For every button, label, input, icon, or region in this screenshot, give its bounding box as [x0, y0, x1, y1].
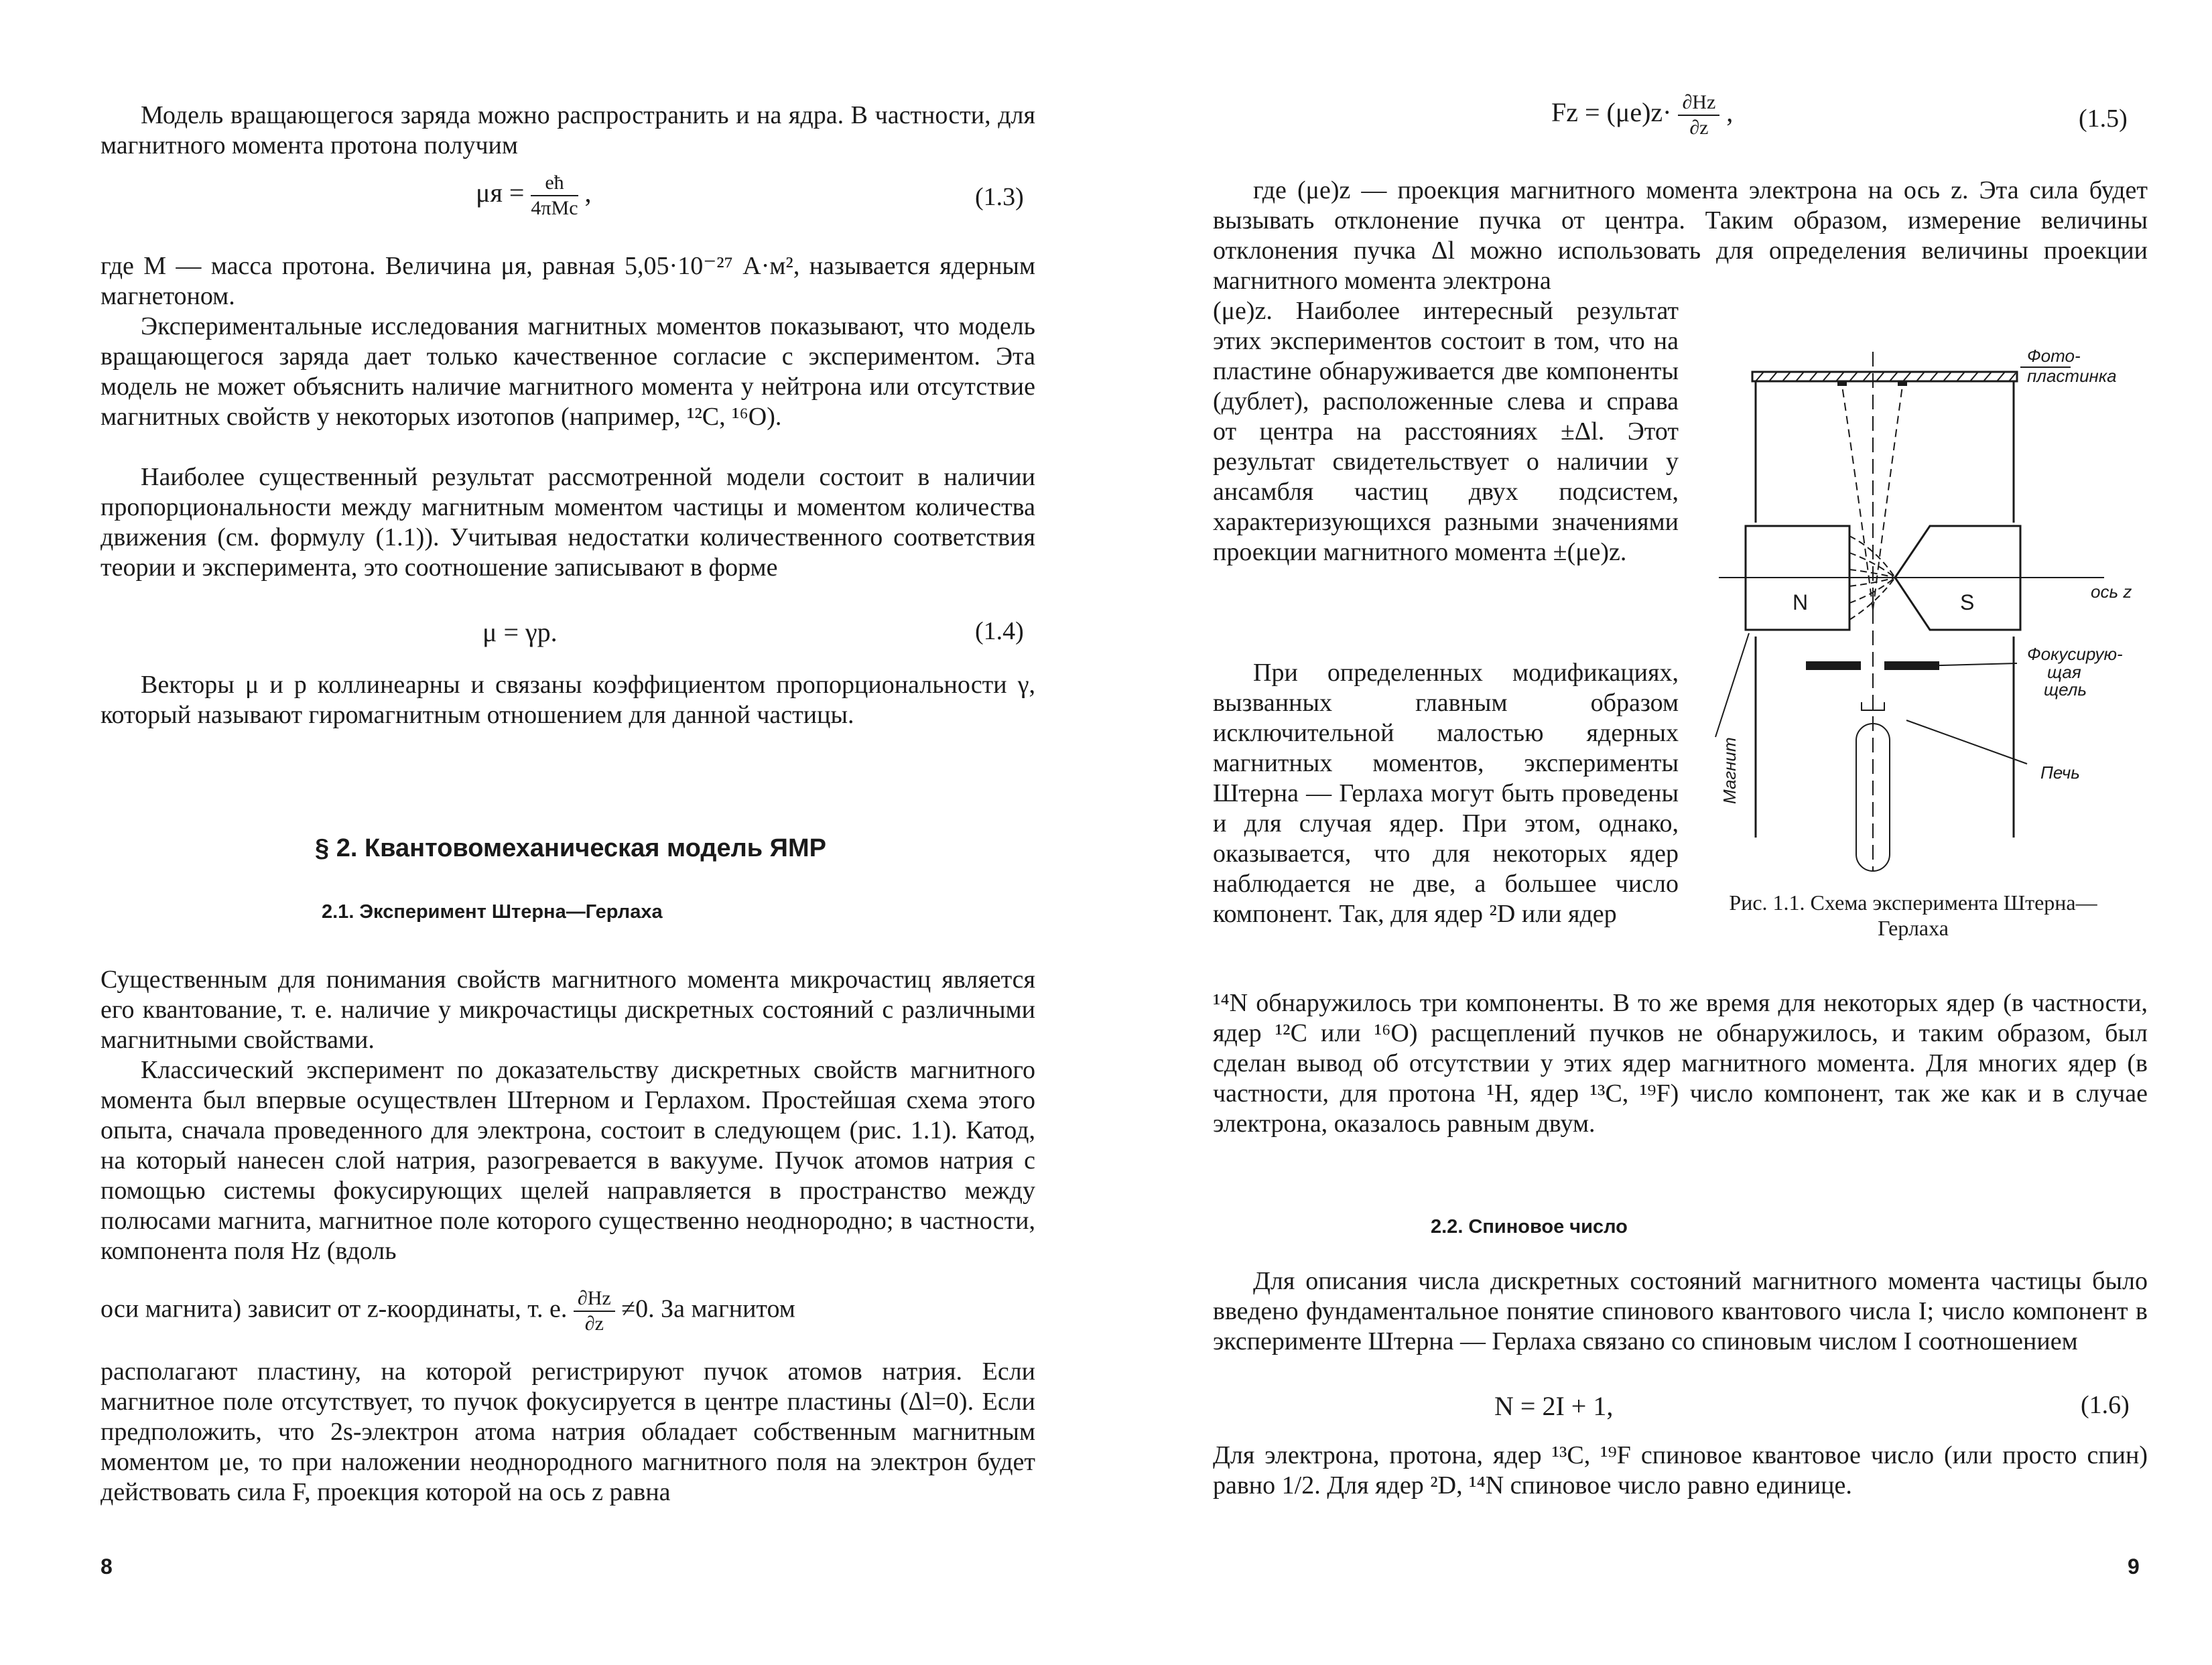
equation-tail: ,	[584, 178, 592, 208]
fraction-denominator: ∂z	[584, 1313, 604, 1335]
paragraph: Экспериментальные исследования магнитных моментов показывают, что модель вращающегося заряда дает только качественное согласие с экспериментом. Эта модель не может объяснить наличие магнитного момента у нейтрона или отсутствие магнитных свойств у некоторых изотопов (например, ¹²C, ¹⁶O).	[101, 312, 1035, 431]
fraction-numerator: ∂Hz	[1678, 90, 1719, 116]
equation-tail: ,	[1726, 97, 1734, 128]
fraction	[1678, 90, 1719, 140]
paragraph: располагают пластину, на которой регистрируют пучок атомов натрия. Если магнитное поле отсутствует, то пучок фокусируется в центре пластины (Δl=0). Если предположить, что 2s-электрон атома натрия обладает собственным магнитным моментом μe, то при наложении неоднородного магнитного поля на электрон будет действовать сила F, проекция которой на ось z равна	[101, 1357, 1035, 1506]
equation-1-3	[476, 171, 592, 220]
paragraph: Существенным для понимания свойств магнитного момента микрочастиц является его квантование, т. е. наличие у микрочастицы дискретных состояний с различными магнитными свойствами.	[101, 965, 1035, 1054]
subsection-title: 2.1. Эксперимент Штерна—Герлаха	[322, 901, 663, 923]
paragraph-line-with-fraction	[101, 1286, 1035, 1336]
oven-leader	[1906, 720, 2027, 764]
beam-spot-left	[1837, 381, 1847, 386]
paragraph: Для описания числа дискретных состояний магнитного момента частицы было введено фундаментальное понятие спинового квантового числа I; число компонент в эксперименте Штерна — Герлаха связано со спиновым числом I соотношением	[1213, 1267, 2148, 1355]
plate-label: пластинка	[2027, 366, 2117, 386]
equation-number: (1.4)	[975, 617, 1024, 645]
paragraph: Для электрона, протона, ядер ¹³C, ¹⁹F спиновое квантовое число (или просто спин) равно 1/2. Для ядер ²D, ¹⁴N спиновое число равно единице.	[1213, 1441, 2148, 1500]
equation-lhs: Fz = (μe)z·	[1551, 97, 1672, 128]
equation-lhs: μя =	[476, 178, 531, 208]
plate-hatching	[1756, 372, 2016, 381]
page-number: 8	[101, 1554, 113, 1579]
paragraph: где M — масса протона. Величина μя, равная 5,05·10⁻²⁷ А·м², называется ядерным магнетоном.	[101, 252, 1035, 310]
z-axis-label: ось z	[2091, 582, 2132, 602]
text-fragment: ≠0. За магнитом	[621, 1294, 795, 1323]
equation-1-6: N = 2I + 1,	[1494, 1391, 1614, 1421]
paragraph: (μe)z. Наиболее интересный результат этих экспериментов состоит в том, что на пластине обнаруживается две компоненты (дублет), расположенные слева и справа от центра на расстояниях ±Δl. Этот результат свидетельствует о наличии у ансамбля частиц двух подсистем, характеризующихся разными значениями проекции магнитного момента ±(μe)z.	[1213, 297, 1679, 566]
figure-caption: Рис. 1.1. Схема эксперимента Штерна—Герлаха	[1729, 890, 2097, 940]
subsection-title: 2.2. Спиновое число	[1431, 1216, 1628, 1238]
paragraph: Модель вращающегося заряда можно распространить и на ядра. В частности, для магнитного момента протона получим	[101, 101, 1035, 159]
fraction-numerator: eħ	[531, 171, 578, 196]
magnet-leader	[1715, 633, 1749, 737]
paragraph: где (μe)z — проекция магнитного момента электрона на ось z. Эта сила будет вызывать отклонение пучка от центра. Таким образом, измерение величины отклонения пучка Δl можно использовать для определения величины проекции магнитного момента электрона	[1213, 176, 2148, 295]
pole-n-label: N	[1793, 590, 1809, 614]
paragraph: ¹⁴N обнаружилось три компоненты. В то же время для некоторых ядер (в частности, ядер ¹²C или ¹⁶O) расщеплений пучков не обнаружилось, и таким образом, был сделан вывод об отсутствии у этих ядер магнитного момента. Для многих ядер (в частности, для протона ¹H, ядер ¹³C, ¹⁹F) число компонент, так же как и в случае электрона, оказалось равным двум.	[1213, 989, 2148, 1138]
equation-number: (1.6)	[2081, 1391, 2130, 1419]
fraction	[531, 171, 578, 220]
paragraph: Классический эксперимент по доказательству дискретных свойств магнитного момента был впервые осуществлен Штерном и Герлахом. Простейшая схема этого опыта, сначала проведенного для электрона, состоит в следующем (рис. 1.1). Катод, на который нанесен слой натрия, разогревается в вакууме. Пучок атомов натрия с помощью системы фокусирующих щелей направляется в пространство между полюсами магнита, магнитное поле которого существенно неоднородно; в частности, компонента поля Hz (вдоль	[101, 1056, 1035, 1265]
section-title: § 2. Квантовомеханическая модель ЯМР	[315, 834, 826, 862]
stern-gerlach-figure	[1689, 335, 2151, 884]
slit-label: Фокусирую-	[2027, 644, 2123, 664]
fraction	[574, 1286, 615, 1336]
pole-s-label: S	[1960, 590, 1975, 614]
fraction-denominator: 4πMc	[531, 197, 578, 219]
plate-label: Фото-	[2027, 346, 2081, 366]
slit-label: щая	[2047, 662, 2081, 682]
beam-spot-right	[1898, 381, 1907, 386]
fraction-numerator: ∂Hz	[574, 1286, 615, 1312]
right-page	[1106, 0, 2212, 1665]
text-fragment: оси магнита) зависит от z-координаты, т. е.	[101, 1294, 568, 1323]
equation-1-4: μ = γp.	[482, 617, 558, 647]
paragraph: Векторы μ и p коллинеарны и связаны коэффициентом пропорциональности γ, который называют гиромагнитным отношением для данной частицы.	[101, 671, 1035, 729]
page-number: 9	[2128, 1554, 2140, 1579]
fraction-denominator: ∂z	[1689, 117, 1709, 139]
oven-label: Печь	[2040, 762, 2080, 783]
paragraph: При определенных модификациях, вызванных главным образом исключительной малостью ядерных магнитных моментов, эксперименты Штерна — Герлаха могут быть проведены и для случая ядер. При этом, однако, оказывается, что для некоторых ядер наблюдается не две, а большее число компонент. Так, для ядер ²D или ядер	[1213, 659, 1679, 928]
equation-number: (1.3)	[975, 183, 1024, 211]
slit-label: щель	[2044, 679, 2087, 700]
focusing-slit-left	[1806, 661, 1861, 670]
equation-1-5	[1551, 90, 1733, 140]
magnet-label: Магнит	[1719, 737, 1740, 804]
paragraph: Наиболее существенный результат рассмотренной модели состоит в наличии пропорциональности между магнитным моментом частицы и моментом количества движения (см. формулу (1.1)). Учитывая недостатки количественного соответствия теории и эксперимента, это соотношение записывают в форме	[101, 463, 1035, 582]
equation-number: (1.5)	[2079, 105, 2128, 133]
